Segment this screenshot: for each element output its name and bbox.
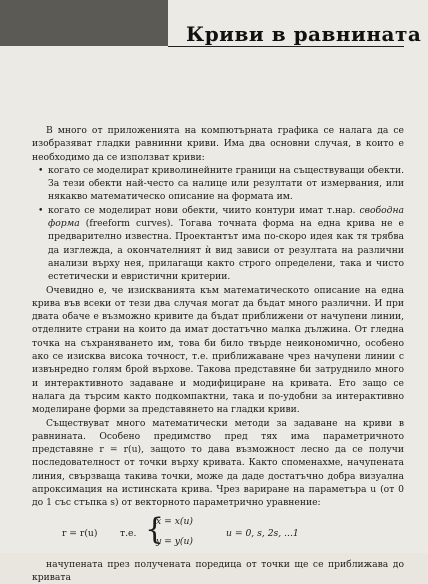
italic-term: свободна форма [48,204,404,230]
formula-u-range: u = 0, s, 2s, ...1 [226,527,299,539]
parametric-formula [32,512,404,554]
formula-y: y = y(u) [156,535,194,547]
formula-ie: т.е. [120,527,137,539]
header-dark-block [0,0,168,46]
bullet-text-cont: (freeform curves). Тогава точната форма на една крива не е предварително известна. Проектантът има по-скоро идея как тя трябва да изглежда, а окончателният ѝ вид зависи от резултата на различни анализи върху нея, прилагащи както строго определени, така и чисто естетически и евристични критерии. [48,218,404,283]
paragraph-2: Очевидно е, че изискванията към математическото описание на една крива във всеки от тези два случая могат да бъдат много различни. И при двата обаче е възможно кривите да бъдат приближени от начупени линии, отделните страни на които да имат достатъчно малка дължина. От гледна точка на съхраняването им, това би било твърде неикономично, особено ако се изисква висока точност, т.е. приближаване чрез начупени линии с извънредно голям брой върхове. Такова представяне би затруднило много и интерактивното задаване и модифициране на кривата. Ето защо се налага да търсим както подкомпактни, така и по-удобни за интерактивно моделиране форми за представянето на гладки криви. [32,284,404,416]
body-text [32,124,404,584]
bullet-text: когато се моделират нови обекти, чиито контури имат т.нар. [48,204,360,216]
chapter-header [0,0,428,46]
chapter-title: Криви в равнината [186,22,422,46]
bullet-item-existing: • когато се моделират криволинейните граници на съществуващи обекти. За тези обекти най-често са налице или резултати от измервания, или някакво математическо описание на формата им. [48,164,404,204]
intro-paragraph: В много от приложенията на компютърната графика се налага да се изобразяват гладки равнинни криви. Има два основни случая, в които е необходимо да се използват криви: [32,125,404,163]
header-rule [168,46,404,47]
bullet-item-new [48,204,404,284]
bullet-list [32,164,404,284]
paragraph-3: Съществуват много математически методи за задаване на криви в равнината. Особено предимство пред тях има параметричното представяне r = r(u), защото то дава възможност лесно да се получи последователност от точки върху кривата. Както споменахме, начупената линия, свързваща такива точки, може да даде достатъчно добра визуална апроксимация на истинската крива. Чрез вариране на параметъра u (от 0 до 1 със стъпка s) от векторното параметрично уравнение: [32,417,404,509]
formula-brace: { [145,511,165,547]
last-line: начупената през получената поредица от точки ще се приближава до кривата [32,558,404,583]
formula-vector: r = r(u) [62,527,98,539]
formula-x: x = x(u) [156,515,193,527]
